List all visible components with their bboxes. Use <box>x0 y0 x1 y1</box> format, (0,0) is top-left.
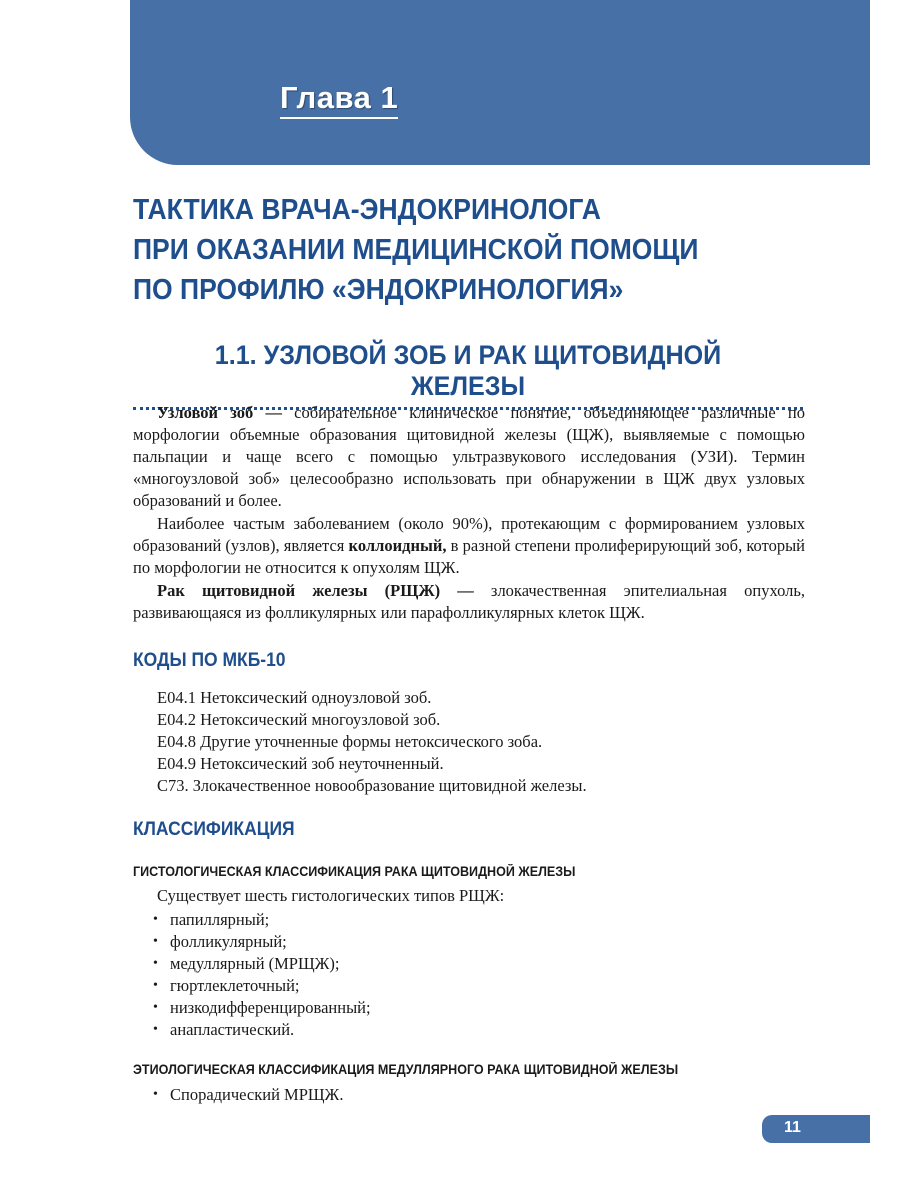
list-item-text: анапластический. <box>170 1020 295 1039</box>
section-heading <box>133 340 803 410</box>
classification-heading: КЛАССИФИКАЦИЯ <box>133 819 295 840</box>
intro-text <box>133 402 805 624</box>
chapter-banner <box>130 0 870 165</box>
icd-heading: КОДЫ ПО МКБ-10 <box>133 650 286 671</box>
bullet-icon: • <box>153 956 158 971</box>
list-item-text: низкодифференцированный; <box>170 998 371 1017</box>
icd-code-item: E04.1 Нетоксический одноузловой зоб. <box>157 688 432 707</box>
paragraph-text: в разной степени пролиферирующий зоб, который по морфологии не относится к опухолям ЩЖ. <box>133 536 805 577</box>
list-item <box>152 1084 343 1106</box>
etiology-heading: ЭТИОЛОГИЧЕСКАЯ КЛАССИФИКАЦИЯ МЕДУЛЛЯРНОГО РАКА ЩИТОВИДНОЙ ЖЕЛЕЗЫ <box>133 1062 679 1077</box>
page-number-tab <box>762 1115 870 1143</box>
paragraph-thyroid-cancer <box>133 580 805 624</box>
histology-type-list <box>152 909 371 1041</box>
chapter-title-line: ТАКТИКА ВРАЧА-ЭНДОКРИНОЛОГА <box>133 194 601 226</box>
section-title: 1.1. УЗЛОВОЙ ЗОБ И РАК ЩИТОВИДНОЙ ЖЕЛЕЗЫ <box>214 340 722 401</box>
paragraph-text: злокачественная эпителиальная опухоль, развивающаяся из фолликулярных или парафолликулярных клеток ЩЖ. <box>133 581 805 622</box>
chapter-title-line: ПРИ ОКАЗАНИИ МЕДИЦИНСКОЙ ПОМОЩИ <box>133 234 699 266</box>
bullet-icon: • <box>153 912 158 927</box>
paragraph-nodular-goiter <box>133 402 805 512</box>
list-item-text: папиллярный; <box>170 910 270 929</box>
bullet-icon: • <box>153 1087 158 1102</box>
list-item-text: фолликулярный; <box>170 932 287 951</box>
paragraph-text: собирательное клиническое понятие, объединяющее различные по морфологии объемные образования щитовидной железы (ЩЖ), выявляемые с помощью пальпации и чаще всего с помощью ультразвукового исследования (УЗИ). Термин «многоузловой зоб» целесообразно использовать при обнаружении в ЩЖ двух узловых образований и более. <box>133 403 805 510</box>
list-item <box>152 909 371 931</box>
bullet-icon: • <box>153 934 158 949</box>
term-colloid: коллоидный, <box>348 536 447 555</box>
bullet-icon: • <box>153 1022 158 1037</box>
list-item <box>152 975 371 997</box>
icd-code-item: E04.9 Нетоксический зоб неуточненный. <box>157 754 444 773</box>
icd-code-item: C73. Злокачественное новообразование щитовидной железы. <box>157 776 587 795</box>
list-item <box>152 1019 371 1041</box>
chapter-title-line: ПО ПРОФИЛЮ «ЭНДОКРИНОЛОГИЯ» <box>133 274 624 306</box>
chapter-title <box>133 190 821 310</box>
list-item <box>152 997 371 1019</box>
bullet-icon: • <box>153 978 158 993</box>
histology-heading: ГИСТОЛОГИЧЕСКАЯ КЛАССИФИКАЦИЯ РАКА ЩИТОВИДНОЙ ЖЕЛЕЗЫ <box>133 864 576 879</box>
list-item-text: Спорадический МРЩЖ. <box>170 1085 344 1104</box>
term-thyroid-cancer: Рак щитовидной железы (РЩЖ) — <box>157 581 474 600</box>
icd-code-item: E04.2 Нетоксический многоузловой зоб. <box>157 710 441 729</box>
list-item <box>152 953 371 975</box>
icd-code-list <box>157 687 587 797</box>
etiology-type-list <box>152 1084 343 1106</box>
paragraph-text: Наиболее частым заболеванием (около 90%), протекающим с формированием узловых образований (узлов), является <box>133 514 805 555</box>
icd-code-item: E04.8 Другие уточненные формы нетоксического зоба. <box>157 732 543 751</box>
list-item-text: медуллярный (МРЩЖ); <box>170 954 340 973</box>
histology-intro: Существует шесть гистологических типов РЩЖ: <box>157 886 505 905</box>
list-item <box>152 931 371 953</box>
list-item-text: гюртлеклеточный; <box>170 976 300 995</box>
chapter-label: Глава 1 <box>280 80 398 119</box>
page-number: 11 <box>784 1119 801 1136</box>
paragraph-colloid <box>133 513 805 579</box>
term-nodular-goiter: Узловой зоб — <box>157 403 282 422</box>
bullet-icon: • <box>153 1000 158 1015</box>
